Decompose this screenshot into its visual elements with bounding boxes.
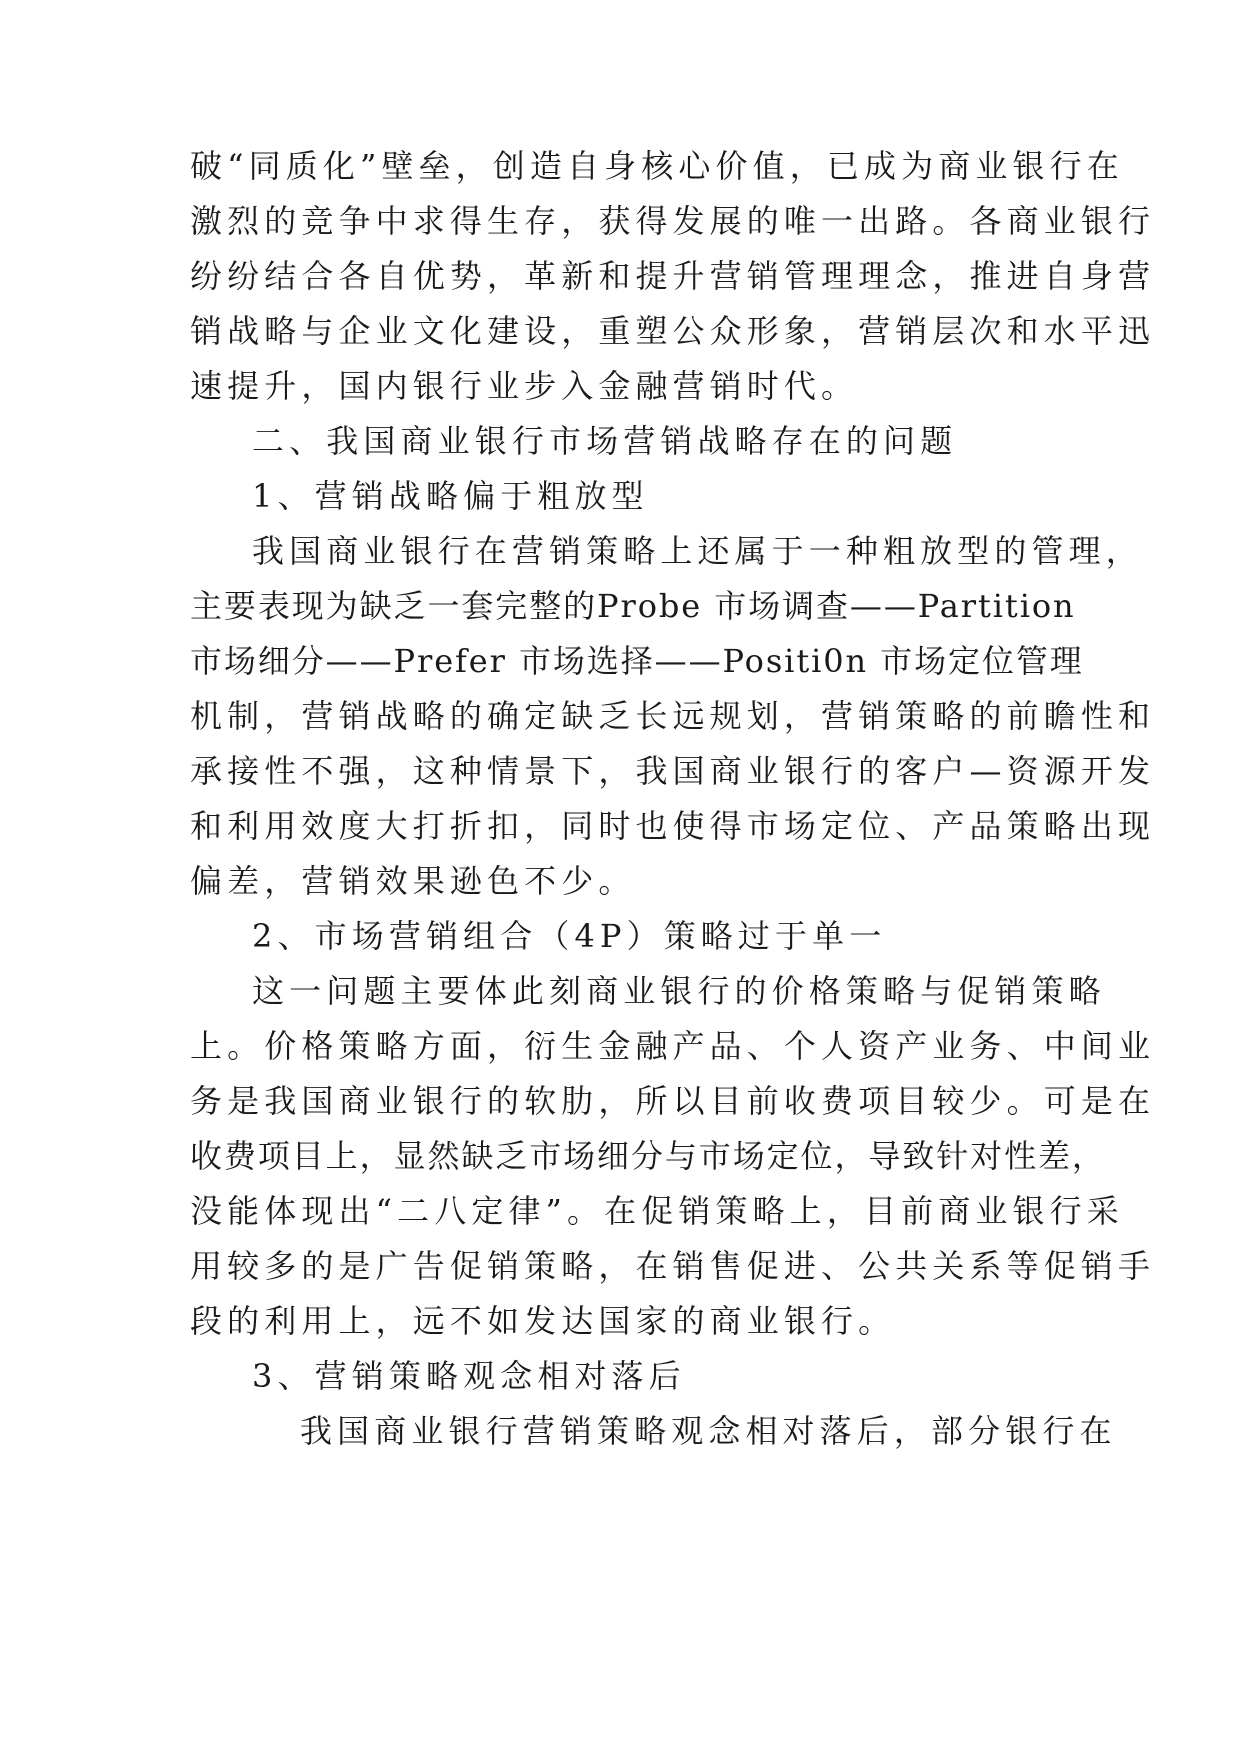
body-text-line: 速提升，国内银行业步入金融营销时代。: [190, 367, 859, 405]
body-text-line: 承接性不强，这种情景下，我国商业银行的客户—资源开发: [190, 752, 1156, 790]
body-text-line: 上。价格策略方面，衍生金融产品、个人资产业务、中间业: [190, 1027, 1156, 1065]
body-text-line: 务是我国商业银行的软肋，所以目前收费项目较少。可是在: [190, 1082, 1156, 1120]
body-text-line: 我国商业银行在营销策略上还属于一种粗放型的管理，: [252, 532, 1143, 570]
body-text-line: 破“同质化”壁垒，创造自身核心价值，已成为商业银行在: [190, 147, 1124, 185]
body-text-line: 机制，营销战略的确定缺乏长远规划，营销策略的前瞻性和: [190, 697, 1156, 735]
body-text-line: 段的利用上，远不如发达国家的商业银行。: [190, 1302, 896, 1340]
body-text-line: 用较多的是广告促销策略，在销售促进、公共关系等促销手: [190, 1247, 1156, 1285]
body-text-line: 纷纷结合各自优势，革新和提升营销管理理念，推进自身营: [190, 257, 1156, 295]
body-text-line: 偏差，营销效果逊色不少。: [190, 862, 636, 900]
body-text-line: 没能体现出“二八定律”。在促销策略上，目前商业银行采: [190, 1192, 1124, 1230]
body-text-line: 主要表现为缺乏一套完整的Probe 市场调查——Partition: [190, 587, 1076, 625]
body-text-line: 市场细分——Prefer 市场选择——Positi0n 市场定位管理: [190, 642, 1084, 680]
body-text-line: 我国商业银行营销策略观念相对落后，部分银行在: [300, 1412, 1117, 1450]
subsection-heading: 3、营销策略观念相对落后: [252, 1357, 686, 1395]
body-text-line: 收费项目上，显然缺乏市场细分与市场定位，导致针对性差，: [190, 1137, 1106, 1175]
body-text-line: 这一问题主要体此刻商业银行的价格策略与促销策略: [252, 972, 1106, 1010]
body-text-line: 销战略与企业文化建设，重塑公众形象，营销层次和水平迅: [190, 312, 1156, 350]
body-text-line: 和利用效度大打折扣，同时也使得市场定位、产品策略出现: [190, 807, 1156, 845]
section-heading: 二、我国商业银行市场营销战略存在的问题: [252, 422, 958, 460]
subsection-heading: 1、营销战略偏于粗放型: [252, 477, 649, 515]
body-text-line: 激烈的竞争中求得生存，获得发展的唯一出路。各商业银行: [190, 202, 1156, 240]
subsection-heading: 2、市场营销组合（4P）策略过于单一: [252, 917, 887, 955]
